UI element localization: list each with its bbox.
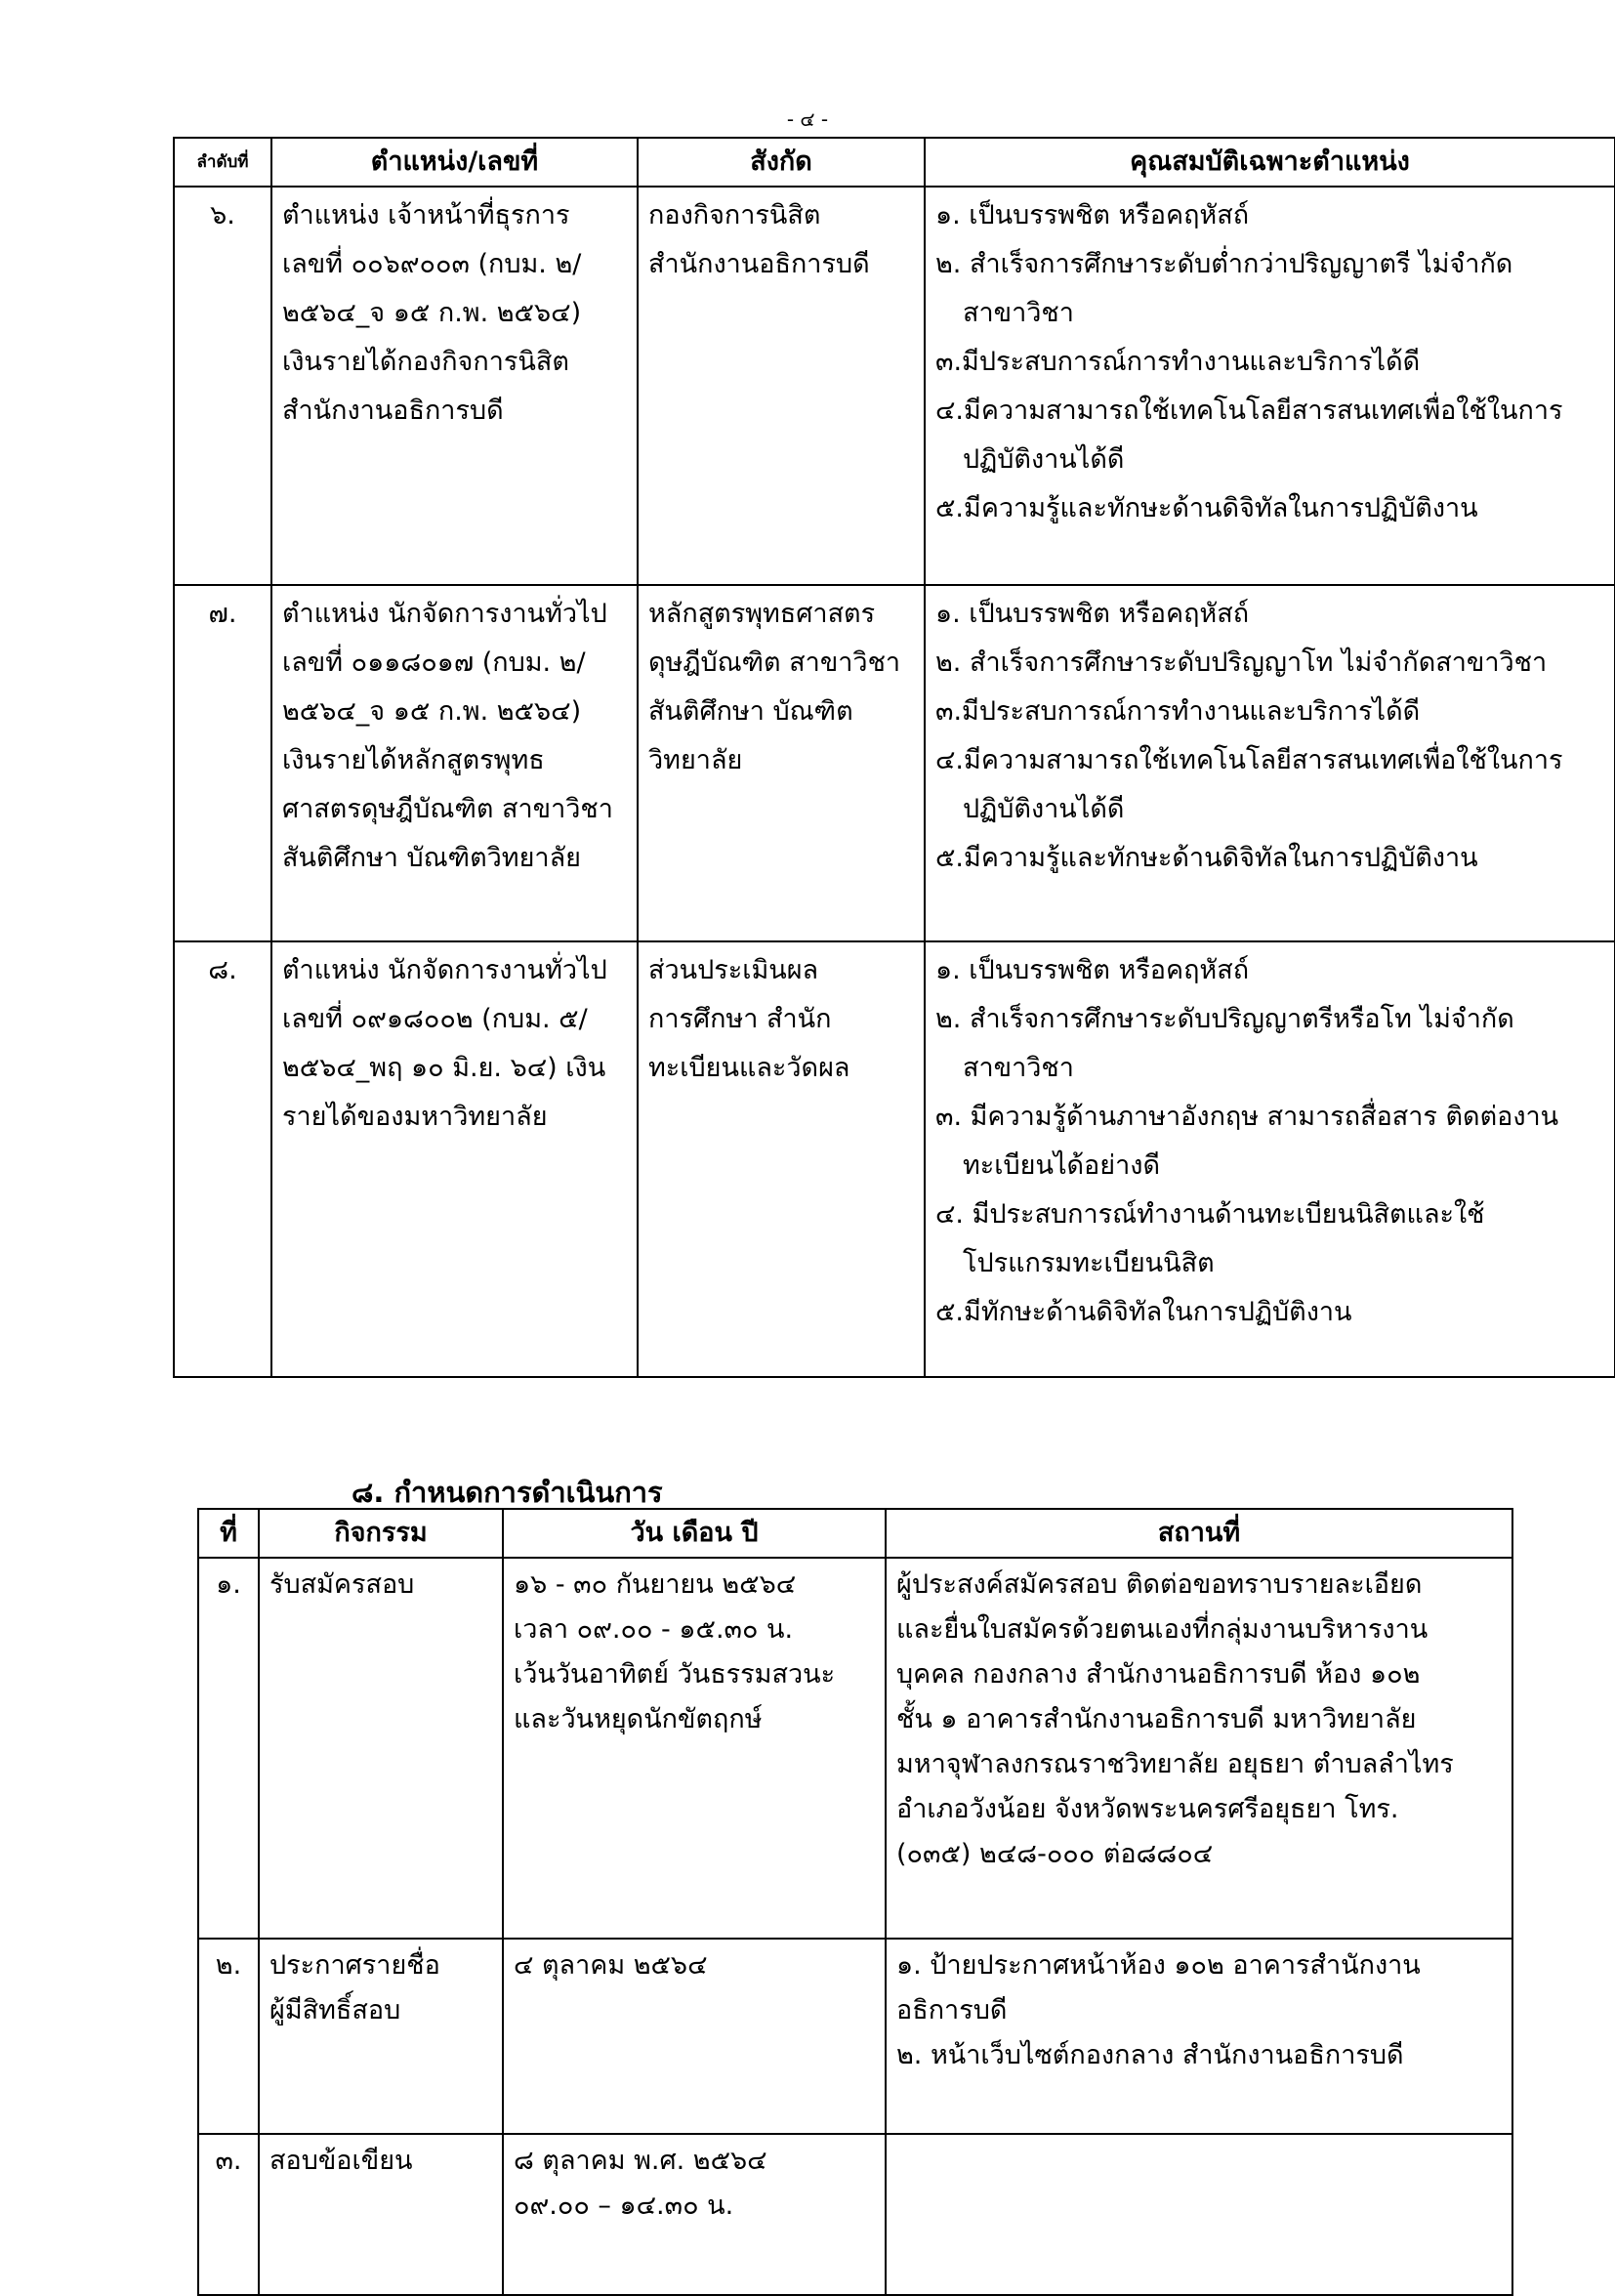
unit-line: ส่วนประเมินผล: [648, 955, 819, 985]
date-line: เวลา ๐๙.๐๐ - ๑๕.๓๐ น.: [514, 1614, 794, 1645]
activity-line: ผู้มีสิทธิ์สอบ: [269, 1995, 401, 2025]
section-title: ๘. กำหนดการดำเนินการ: [352, 1476, 663, 1509]
qualifications-cell: [925, 187, 1615, 585]
positions-table: [173, 137, 1615, 1378]
place-line: มหาจุฬาลงกรณราชวิทยาลัย อยุธยา ตำบลลำไทร: [896, 1749, 1454, 1779]
place-line: (๐๓๕) ๒๔๘-๐๐๐ ต่อ๘๘๐๔: [896, 1839, 1214, 1869]
position-line: ๒๕๖๔_พฤ ๑๐ มิ.ย. ๖๔) เงิน: [282, 1053, 606, 1083]
unit-cell: [638, 941, 925, 1377]
position-row: [174, 585, 1615, 941]
row-number: ๑.: [198, 1558, 259, 1939]
place-cell: [886, 1558, 1512, 1939]
position-cell: [271, 187, 638, 585]
row-number: ๒.: [198, 1939, 259, 2134]
schedule-table: [197, 1508, 1513, 2296]
positions-header-row: [174, 138, 1615, 187]
schedule-header-row: [198, 1509, 1512, 1558]
qualification-line: ๒. สำเร็จการศึกษาระดับต่ำกว่าปริญญาตรี ไม่จำกัด: [935, 249, 1513, 279]
header-order: ลำดับที่: [174, 138, 271, 187]
date-cell: [503, 2134, 886, 2295]
position-cell: [271, 941, 638, 1377]
place-line: บุคคล กองกลาง สำนักงานอธิการบดี ห้อง ๑๐๒: [896, 1659, 1421, 1690]
qualification-line: ๔. มีประสบการณ์ทำงานด้านทะเบียนนิสิตและใช้: [935, 1199, 1485, 1230]
place-line: ๑. ป้ายประกาศหน้าห้อง ๑๐๒ อาคารสำนักงาน: [896, 1950, 1421, 1981]
qualification-line: ๑. เป็นบรรพชิต หรือคฤหัสถ์: [935, 955, 1250, 985]
page-number: - ๔ -: [786, 107, 829, 131]
date-line: เว้นวันอาทิตย์ วันธรรมสวนะ: [514, 1659, 836, 1690]
date-cell: [503, 1939, 886, 2134]
unit-line: การศึกษา สำนัก: [648, 1004, 832, 1034]
position-line: เงินรายได้กองกิจการนิสิต: [282, 347, 569, 377]
qualification-line: ๓.มีประสบการณ์การทำงานและบริการได้ดี: [935, 347, 1421, 377]
unit-line: สันติศึกษา บัณฑิต: [648, 696, 853, 727]
qualification-line: ๒. สำเร็จการศึกษาระดับปริญญาตรีหรือโท ไม่จำกัด: [935, 1004, 1514, 1034]
row-number: ๗.: [174, 585, 271, 941]
position-line: ตำแหน่ง เจ้าหน้าที่ธุรการ: [282, 200, 570, 230]
position-line: ๒๕๖๔_จ ๑๕ ก.พ. ๒๕๖๔): [282, 298, 582, 328]
place-line: ๒. หน้าเว็บไซต์กองกลาง สำนักงานอธิการบดี: [896, 2040, 1404, 2070]
place-line: อำเภอวังน้อย จังหวัดพระนครศรีอยุธยา โทร.: [896, 1794, 1399, 1824]
row-number: ๖.: [174, 187, 271, 585]
unit-line: วิทยาลัย: [648, 745, 743, 775]
qualification-line: ๑. เป็นบรรพชิต หรือคฤหัสถ์: [935, 200, 1250, 230]
activity-cell: [259, 2134, 503, 2295]
header-qualifications: คุณสมบัติเฉพาะตำแหน่ง: [925, 138, 1615, 187]
date-line: และวันหยุดนักขัตฤกษ์: [514, 1704, 763, 1734]
qualification-line: ปฏิบัติงานได้ดี: [963, 794, 1125, 824]
position-line: รายได้ของมหาวิทยาลัย: [282, 1102, 548, 1132]
position-line: เลขที่ ๐๐๖๙๐๐๓ (กบม. ๒/: [282, 249, 582, 279]
qualification-line: ๕.มีความรู้และทักษะด้านดิจิทัลในการปฏิบัติงาน: [935, 493, 1478, 523]
position-line: สันติศึกษา บัณฑิตวิทยาลัย: [282, 843, 581, 873]
unit-line: สำนักงานอธิการบดี: [648, 249, 870, 279]
qualifications-cell: [925, 585, 1615, 941]
schedule-row: [198, 2134, 1512, 2295]
place-line: ชั้น ๑ อาคารสำนักงานอธิการบดี มหาวิทยาลัย: [896, 1704, 1417, 1734]
qualification-line: ๓. มีความรู้ด้านภาษาอังกฤษ สามารถสื่อสาร ติดต่องาน: [935, 1102, 1559, 1132]
place-cell: [886, 1939, 1512, 2134]
date-line: ๔ ตุลาคม ๒๕๖๔: [514, 1950, 708, 1981]
qualification-line: ๑. เป็นบรรพชิต หรือคฤหัสถ์: [935, 599, 1250, 629]
qualification-line: สาขาวิชา: [963, 1053, 1074, 1083]
position-line: สำนักงานอธิการบดี: [282, 396, 504, 426]
qualification-line: ๔.มีความสามารถใช้เทคโนโลยีสารสนเทศเพื่อใช้ในการ: [935, 396, 1563, 426]
header-activity: กิจกรรม: [259, 1509, 503, 1558]
qualification-line: ๔.มีความสามารถใช้เทคโนโลยีสารสนเทศเพื่อใช้ในการ: [935, 745, 1563, 775]
activity-cell: [259, 1558, 503, 1939]
date-line: ๐๙.๐๐ – ๑๔.๓๐ น.: [514, 2191, 734, 2221]
qualification-line: ทะเบียนได้อย่างดี: [963, 1150, 1160, 1181]
position-cell: [271, 585, 638, 941]
position-line: ตำแหน่ง นักจัดการงานทั่วไป: [282, 599, 607, 629]
position-line: ตำแหน่ง นักจัดการงานทั่วไป: [282, 955, 607, 985]
unit-line: หลักสูตรพุทธศาสตร: [648, 599, 876, 629]
row-number: ๓.: [198, 2134, 259, 2295]
header-position: ตำแหน่ง/เลขที่: [271, 138, 638, 187]
position-line: ศาสตรดุษฎีบัณฑิต สาขาวิชา: [282, 794, 613, 824]
activity-line: ประกาศรายชื่อ: [269, 1950, 440, 1981]
qualification-line: โปรแกรมทะเบียนนิสิต: [963, 1248, 1215, 1278]
position-line: เงินรายได้หลักสูตรพุทธ: [282, 745, 545, 775]
date-line: ๘ ตุลาคม พ.ศ. ๒๕๖๔: [514, 2146, 767, 2176]
qualification-line: ๒. สำเร็จการศึกษาระดับปริญญาโท ไม่จำกัดสาขาวิชา: [935, 647, 1548, 678]
activity-line: สอบข้อเขียน: [269, 2146, 413, 2176]
activity-cell: [259, 1939, 503, 2134]
place-line: และยื่นใบสมัครด้วยตนเองที่กลุ่มงานบริหารงาน: [896, 1614, 1429, 1645]
position-row: [174, 941, 1615, 1377]
row-number: ๘.: [174, 941, 271, 1377]
place-line: ผู้ประสงค์สมัครสอบ ติดต่อขอทราบรายละเอียด: [896, 1569, 1423, 1600]
unit-cell: [638, 187, 925, 585]
position-line: ๒๕๖๔_จ ๑๕ ก.พ. ๒๕๖๔): [282, 696, 582, 727]
schedule-row: [198, 1939, 1512, 2134]
qualifications-cell: [925, 941, 1615, 1377]
activity-line: รับสมัครสอบ: [269, 1569, 415, 1600]
place-line: อธิการบดี: [896, 1995, 1008, 2025]
header-place: สถานที่: [886, 1509, 1512, 1558]
schedule-row: [198, 1558, 1512, 1939]
place-cell: [886, 2134, 1512, 2295]
header-date: วัน เดือน ปี: [503, 1509, 886, 1558]
header-unit: สังกัด: [638, 138, 925, 187]
qualification-line: สาขาวิชา: [963, 298, 1074, 328]
date-cell: [503, 1558, 886, 1939]
position-line: เลขที่ ๐๑๑๘๐๑๗ (กบม. ๒/: [282, 647, 586, 678]
qualification-line: ๕.มีทักษะด้านดิจิทัลในการปฏิบัติงาน: [935, 1297, 1352, 1327]
unit-line: ดุษฎีบัณฑิต สาขาวิชา: [648, 647, 901, 678]
unit-line: กองกิจการนิสิต: [648, 200, 821, 230]
qualification-line: ๓.มีประสบการณ์การทำงานและบริการได้ดี: [935, 696, 1421, 727]
date-line: ๑๖ - ๓๐ กันยายน ๒๕๖๔: [514, 1569, 797, 1600]
qualification-line: ปฏิบัติงานได้ดี: [963, 444, 1125, 475]
position-line: เลขที่ ๐๙๑๘๐๐๒ (กบม. ๕/: [282, 1004, 588, 1034]
unit-line: ทะเบียนและวัดผล: [648, 1053, 850, 1083]
position-row: [174, 187, 1615, 585]
header-no: ที่: [198, 1509, 259, 1558]
unit-cell: [638, 585, 925, 941]
qualification-line: ๕.มีความรู้และทักษะด้านดิจิทัลในการปฏิบัติงาน: [935, 843, 1478, 873]
